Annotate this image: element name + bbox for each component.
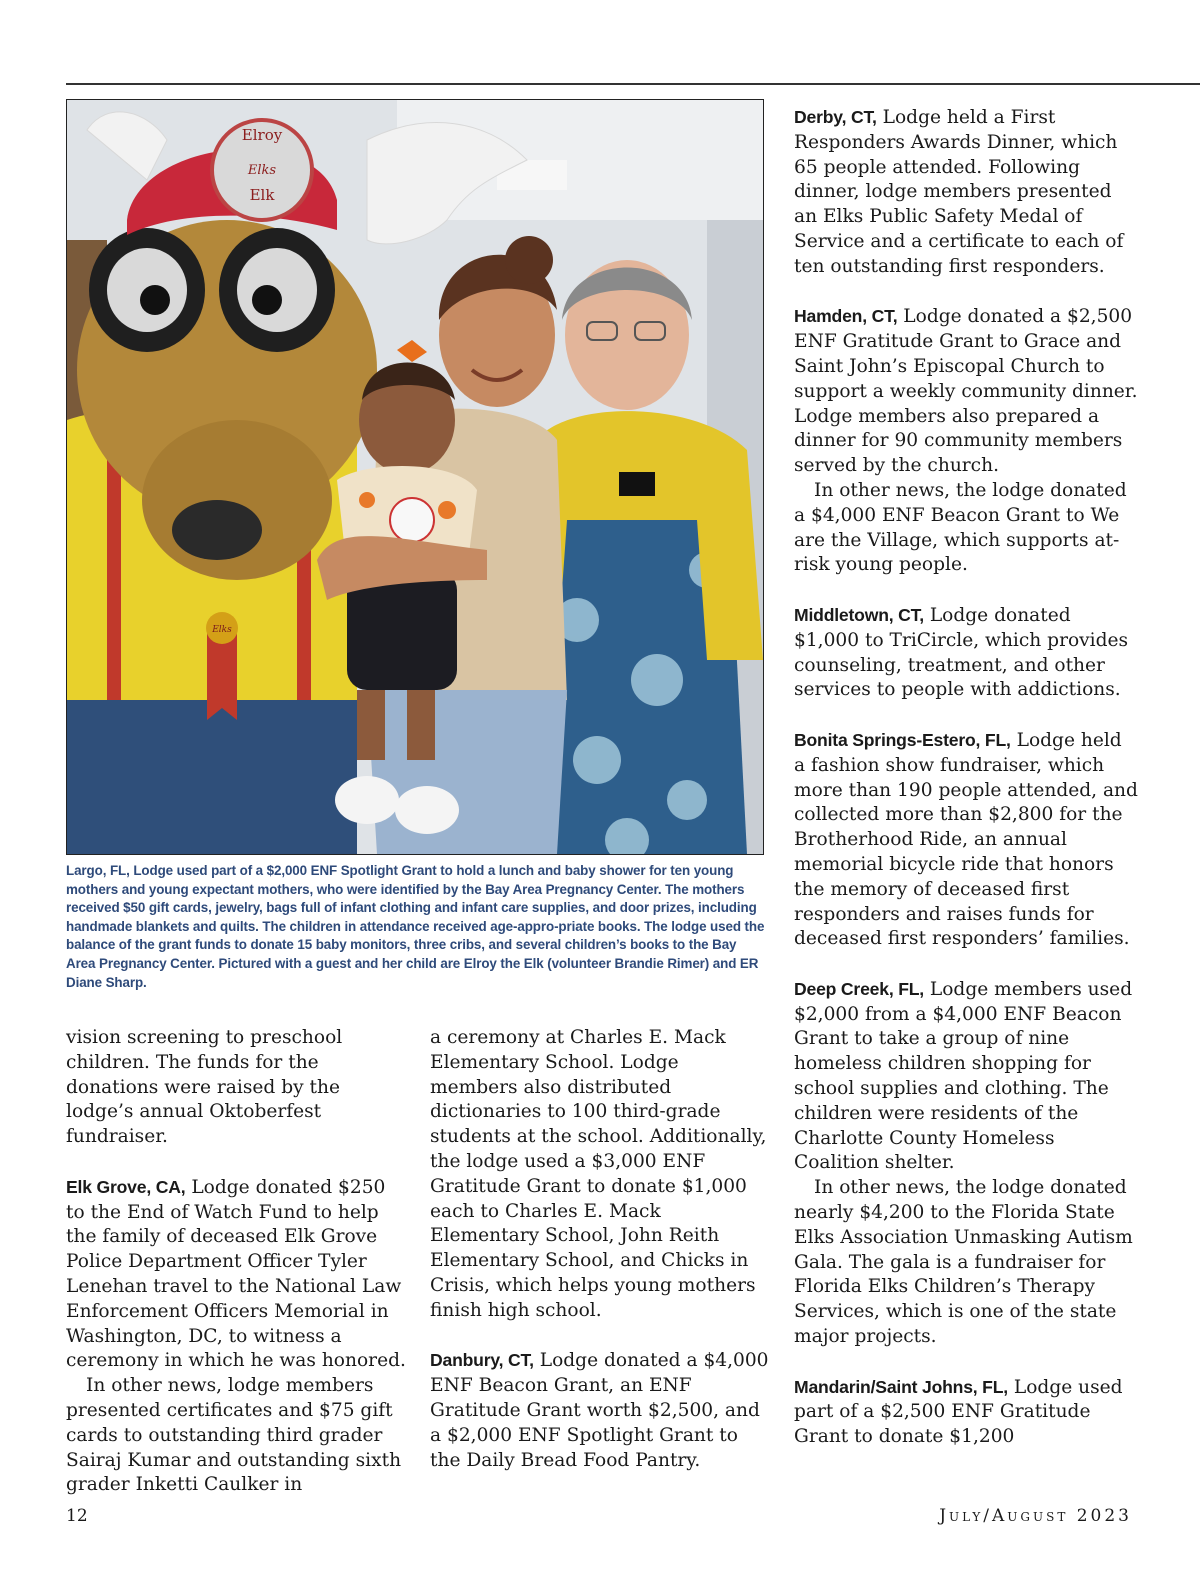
paragraph-hamden — [794, 304, 1138, 479]
paragraph-body: Lodge donated a $2,500 ENF Gratitude Grant to Grace and Saint John’s Episcopal Church to support a weekly community dinner. Lodge members also prepared a dinner for 90 community members served by the church. — [794, 306, 1138, 477]
paragraph-middletown — [794, 603, 1138, 703]
column-left — [66, 1026, 406, 1498]
mascot-nose — [172, 500, 262, 560]
photo-illustration — [67, 100, 763, 854]
cap-badge-text-bottom: Elk — [249, 186, 275, 204]
paragraph-danbury — [430, 1348, 770, 1473]
lodge-name: Bonita Springs-Estero, FL, — [794, 729, 1011, 750]
lodge-name: Mandarin/Saint Johns, FL, — [794, 1376, 1008, 1397]
mascot-pupil-right — [252, 285, 282, 315]
column-right — [794, 105, 1138, 1450]
paragraph-body: Lodge donated a $4,000 ENF Beacon Grant, an ENF Gratitude Grant worth $2,500, and a $2,000 ENF Spotlight Grant to the Daily Bread Food Pantry. — [430, 1350, 769, 1471]
cap-badge-logo: Elks — [247, 163, 277, 178]
lodge-name: Danbury, CT, — [430, 1350, 534, 1371]
paragraph-deep-creek — [794, 977, 1138, 1176]
photo-caption — [66, 862, 766, 992]
baby-shoe-left — [335, 776, 399, 824]
caption-body: Lodge used part of a $2,000 ENF Spotlight Grant to hold a lunch and baby shower for ten young mothers and young expectant mothers, who were identified by the Bay Area Pregnancy Center. The mothers received $50 gift cards, jewelry, bags full of infant clothing and infant care supplies, and door prizes, including handmade blankets and quilts. The children in attendance received age-appro-priate books. The lodge used the balance of the grant funds to donate 15 baby monitors, three cribs, and several children’s books to the Bay Area Pregnancy Center. Pictured with a guest and her child are Elroy the Elk (volunteer Brandie Rimer) and ER Diane Sharp. — [66, 863, 765, 990]
paragraph-derby — [794, 105, 1138, 280]
paragraph-elk-grove — [66, 1175, 406, 1374]
mascot-pupil-left — [140, 285, 170, 315]
woman-name-badge — [619, 472, 655, 496]
mother-hair-bun — [505, 236, 553, 284]
paragraph: a ceremony at Charles E. Mack Elementary School. Lodge members also distributed dictionaries to 100 third-grade students at the school. Additionally, the lodge used a $3,000 ENF Gratitude Grant to donate $1,000 each to Charles E. Mack Elementary School, John Reith Elementary School, and Chicks in Crisis, which helps young mothers finish high school. — [430, 1027, 767, 1321]
top-rule — [66, 83, 1200, 85]
baby-leg-right — [407, 690, 435, 760]
cap-badge-text-top: Elroy — [241, 126, 283, 144]
paragraph-body: Lodge used part of a $2,500 ENF Gratitude Grant to donate $1,200 — [794, 1376, 1123, 1448]
paragraph-body: Lodge donated $1,000 to TriCircle, which provides counseling, treatment, and other services to people with addictions. — [794, 604, 1129, 701]
mother-jeans — [367, 690, 567, 854]
paragraph-body: Lodge held a fashion show fundraiser, which more than 190 people attended, and collected more than $2,800 for the Brotherhood Ride, an annual memorial bicycle ride that honors the memory of deceased first responders and raises funds for deceased first responders’ families. — [794, 729, 1138, 950]
baby-shoe-right — [395, 786, 459, 834]
paragraph-mandarin — [794, 1375, 1138, 1450]
baby-toy-baseball — [390, 498, 434, 542]
paragraph: In other news, lodge members presented certificates and $75 gift cards to outstanding third grader Sairaj Kumar and outstanding sixth grader Inketti Caulker in — [66, 1375, 402, 1496]
lodge-name: Middletown, CT, — [794, 604, 924, 625]
feature-photo — [66, 99, 764, 855]
ribbon-text: Elks — [212, 625, 232, 635]
lodge-name: Deep Creek, FL, — [794, 978, 924, 999]
page-number: 12 — [66, 1506, 88, 1526]
caption-lead: Largo, FL, — [66, 863, 130, 878]
paragraph-bonita-springs — [794, 728, 1138, 952]
paragraph: In other news, the lodge donated a $4,000 ENF Beacon Grant to We are the Village, which supports at-risk young people. — [794, 479, 1127, 576]
paragraph-body: Lodge members used $2,000 from a $4,000 ENF Beacon Grant to take a group of nine homeless children shopping for school supplies and clothing. The children were residents of the Charlotte County Homeless Coalition shelter. — [794, 978, 1133, 1174]
paragraph: In other news, the lodge donated nearly $4,200 to the Florida State Elks Association Unmasking Autism Gala. The gala is a fundraiser for Florida Elks Children’s Therapy Services, which is one of the state major projects. — [794, 1177, 1133, 1348]
paragraph: vision screening to preschool children. The funds for the donations were raised by the lodge’s annual Oktoberfest fundraiser. — [66, 1027, 343, 1148]
issue-date: July/August 2023 — [939, 1506, 1132, 1526]
paragraph-body: Lodge donated $250 to the End of Watch Fund to help the family of deceased Elk Grove Police Department Officer Tyler Lenehan travel to the National Law Enforcement Officers Memorial in Washington, DC, to witness a ceremony in which he was honored. — [66, 1176, 406, 1372]
lodge-name: Elk Grove, CA, — [66, 1176, 186, 1197]
paragraph-body: Lodge held a First Responders Awards Dinner, which 65 people attended. Following dinner, lodge members presented an Elks Public Safety Medal of Service and a certificate to each of ten outstanding first responders. — [794, 107, 1124, 277]
column-middle — [430, 1026, 770, 1473]
baby-leg-left — [357, 690, 385, 760]
lodge-name: Hamden, CT, — [794, 306, 898, 327]
lodge-name: Derby, CT, — [794, 107, 877, 127]
